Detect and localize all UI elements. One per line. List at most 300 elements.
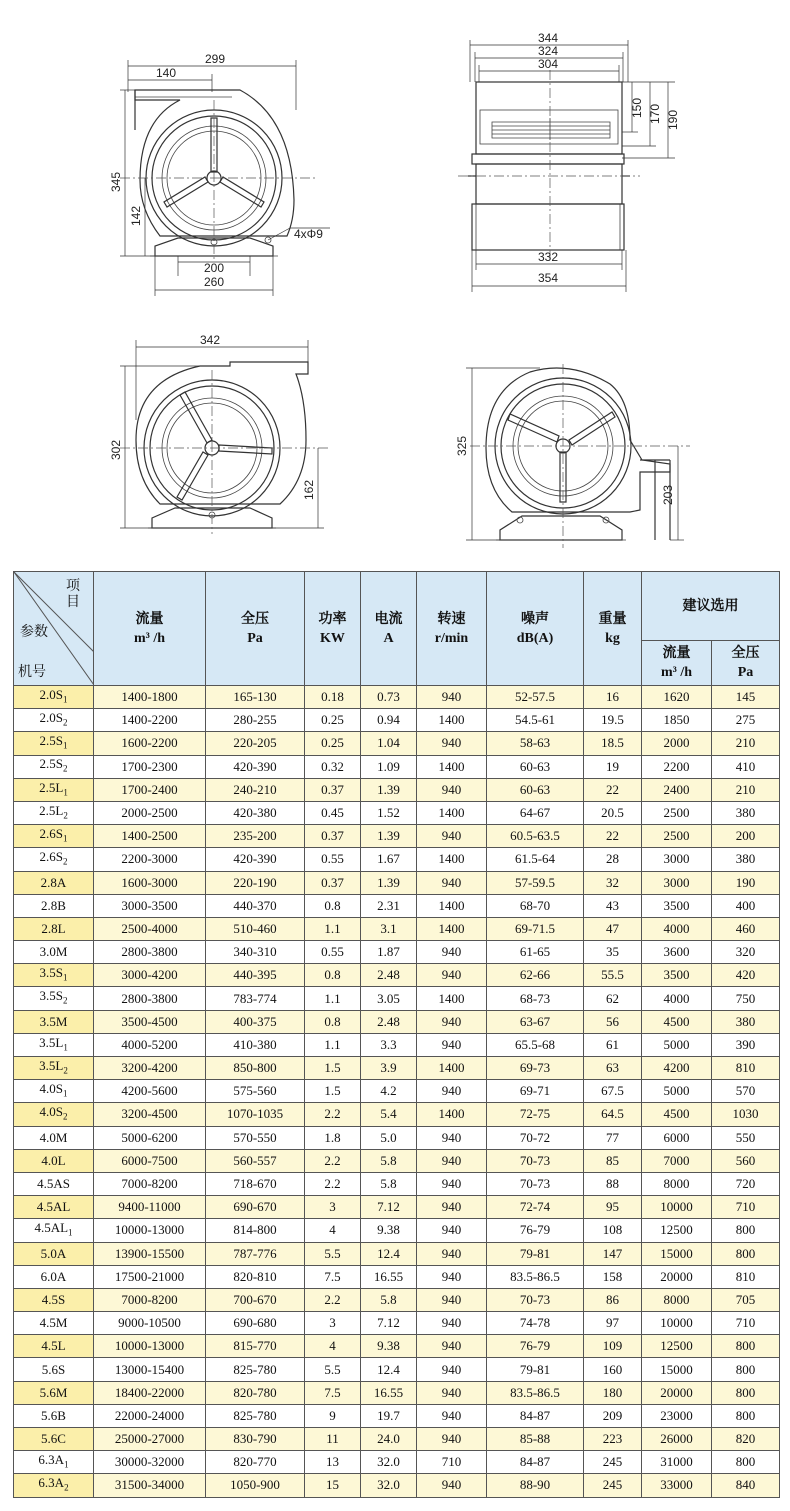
cell-flow: 3200-4500 xyxy=(94,1103,206,1126)
dim-center-height: 203 xyxy=(661,484,675,506)
cell-current: 3.05 xyxy=(361,987,417,1010)
cell-rec-flow: 15000 xyxy=(642,1242,712,1265)
cell-rec-pressure: 145 xyxy=(712,686,780,709)
cell-weight: 109 xyxy=(584,1335,642,1358)
cell-rec-pressure: 200 xyxy=(712,825,780,848)
cell-rec-pressure: 550 xyxy=(712,1126,780,1149)
cell-speed: 1400 xyxy=(417,848,487,871)
cell-flow: 17500-21000 xyxy=(94,1265,206,1288)
cell-weight: 85 xyxy=(584,1149,642,1172)
cell-model: $2.0S_2$ xyxy=(14,709,94,732)
cell-flow: 25000-27000 xyxy=(94,1428,206,1451)
cell-rec-flow: 5000 xyxy=(642,1033,712,1056)
cell-power: 0.8 xyxy=(305,1010,361,1033)
cell-current: 1.09 xyxy=(361,755,417,778)
table-row xyxy=(14,1219,780,1242)
side-view-drawing xyxy=(458,31,680,292)
cell-power: 1.1 xyxy=(305,987,361,1010)
col-pressure: 全压 Pa xyxy=(206,572,305,686)
cell-current: 9.38 xyxy=(361,1335,417,1358)
dim-width-outlet: 140 xyxy=(156,66,177,80)
cell-flow: 1600-3000 xyxy=(94,871,206,894)
cell-noise: 76-79 xyxy=(487,1335,584,1358)
cell-rec-pressure: 800 xyxy=(712,1358,780,1381)
cell-rec-pressure: 1030 xyxy=(712,1103,780,1126)
cell-rec-flow: 10000 xyxy=(642,1196,712,1219)
cell-pressure: 718-670 xyxy=(206,1172,305,1195)
cell-pressure: 340-310 xyxy=(206,941,305,964)
cell-weight: 63 xyxy=(584,1057,642,1080)
cell-current: 16.55 xyxy=(361,1381,417,1404)
cell-flow: 3200-4200 xyxy=(94,1057,206,1080)
cell-pressure: 787-776 xyxy=(206,1242,305,1265)
cell-speed: 1400 xyxy=(417,755,487,778)
cell-noise: 69-71 xyxy=(487,1080,584,1103)
dim-base-inner: 332 xyxy=(538,250,559,264)
cell-flow: 3000-3500 xyxy=(94,894,206,917)
cell-noise: 68-73 xyxy=(487,987,584,1010)
cell-speed: 940 xyxy=(417,778,487,801)
col-power: 功率 KW xyxy=(305,572,361,686)
cell-flow: 7000-8200 xyxy=(94,1288,206,1311)
cell-power: 5.5 xyxy=(305,1242,361,1265)
cell-speed: 940 xyxy=(417,1404,487,1427)
cell-pressure: 420-390 xyxy=(206,848,305,871)
cell-noise: 65.5-68 xyxy=(487,1033,584,1056)
cell-model: $3.5S_1$ xyxy=(14,964,94,987)
table-row xyxy=(14,778,780,801)
cell-weight: 77 xyxy=(584,1126,642,1149)
cell-speed: 940 xyxy=(417,871,487,894)
cell-model: 4.0L xyxy=(14,1149,94,1172)
cell-speed: 710 xyxy=(417,1451,487,1474)
cell-rec-flow: 6000 xyxy=(642,1126,712,1149)
cell-rec-pressure: 410 xyxy=(712,755,780,778)
table-row xyxy=(14,1010,780,1033)
cell-flow: 2500-4000 xyxy=(94,917,206,940)
cell-current: 5.4 xyxy=(361,1103,417,1126)
cell-noise: 61.5-64 xyxy=(487,848,584,871)
table-row xyxy=(14,1335,780,1358)
cell-pressure: 820-810 xyxy=(206,1265,305,1288)
cell-power: 0.55 xyxy=(305,848,361,871)
table-header xyxy=(14,572,780,686)
cell-noise: 70-73 xyxy=(487,1149,584,1172)
cell-noise: 79-81 xyxy=(487,1242,584,1265)
cell-model: $2.5S_1$ xyxy=(14,732,94,755)
cell-rec-pressure: 710 xyxy=(712,1196,780,1219)
cell-flow: 22000-24000 xyxy=(94,1404,206,1427)
cell-power: 1.1 xyxy=(305,1033,361,1056)
dim-bolt-spacing: 200 xyxy=(204,261,225,275)
cell-noise: 70-73 xyxy=(487,1288,584,1311)
cell-rec-flow: 4200 xyxy=(642,1057,712,1080)
cell-model: $6.3A_2$ xyxy=(14,1474,94,1497)
cell-weight: 180 xyxy=(584,1381,642,1404)
cell-weight: 47 xyxy=(584,917,642,940)
cell-noise: 88-90 xyxy=(487,1474,584,1497)
cell-power: 1.8 xyxy=(305,1126,361,1149)
cell-pressure: 560-557 xyxy=(206,1149,305,1172)
cell-rec-pressure: 720 xyxy=(712,1172,780,1195)
cell-model: $3.5L_2$ xyxy=(14,1057,94,1080)
cell-current: 9.38 xyxy=(361,1219,417,1242)
cell-model: 5.6C xyxy=(14,1428,94,1451)
cell-flow: 18400-22000 xyxy=(94,1381,206,1404)
cell-pressure: 1070-1035 xyxy=(206,1103,305,1126)
cell-power: 4 xyxy=(305,1335,361,1358)
cell-current: 7.12 xyxy=(361,1196,417,1219)
table-row xyxy=(14,1033,780,1056)
cell-rec-pressure: 710 xyxy=(712,1312,780,1335)
cell-rec-pressure: 380 xyxy=(712,1010,780,1033)
cell-rec-pressure: 460 xyxy=(712,917,780,940)
cell-current: 16.55 xyxy=(361,1265,417,1288)
cell-weight: 209 xyxy=(584,1404,642,1427)
cell-noise: 79-81 xyxy=(487,1358,584,1381)
cell-model: 3.0M xyxy=(14,941,94,964)
cell-rec-flow: 4500 xyxy=(642,1103,712,1126)
cell-weight: 147 xyxy=(584,1242,642,1265)
cell-rec-pressure: 800 xyxy=(712,1404,780,1427)
cell-model: $2.5L_2$ xyxy=(14,801,94,824)
cell-pressure: 700-670 xyxy=(206,1288,305,1311)
cell-noise: 69-71.5 xyxy=(487,917,584,940)
cell-current: 4.2 xyxy=(361,1080,417,1103)
cell-noise: 84-87 xyxy=(487,1451,584,1474)
cell-rec-pressure: 840 xyxy=(712,1474,780,1497)
cell-model: $3.5L_1$ xyxy=(14,1033,94,1056)
dim-h1: 150 xyxy=(630,97,644,119)
cell-rec-flow: 7000 xyxy=(642,1149,712,1172)
table-row xyxy=(14,1428,780,1451)
cell-speed: 940 xyxy=(417,1312,487,1335)
cell-weight: 18.5 xyxy=(584,732,642,755)
cell-power: 1.1 xyxy=(305,917,361,940)
cell-speed: 1400 xyxy=(417,917,487,940)
cell-power: 11 xyxy=(305,1428,361,1451)
cell-speed: 940 xyxy=(417,1172,487,1195)
cell-speed: 1400 xyxy=(417,801,487,824)
table-row xyxy=(14,1358,780,1381)
cell-rec-pressure: 420 xyxy=(712,964,780,987)
cell-weight: 55.5 xyxy=(584,964,642,987)
cell-speed: 1400 xyxy=(417,709,487,732)
cell-noise: 85-88 xyxy=(487,1428,584,1451)
cell-current: 1.39 xyxy=(361,778,417,801)
cell-rec-flow: 8000 xyxy=(642,1172,712,1195)
cell-model: 3.5M xyxy=(14,1010,94,1033)
cell-weight: 64.5 xyxy=(584,1103,642,1126)
cell-weight: 16 xyxy=(584,686,642,709)
cell-noise: 60-63 xyxy=(487,755,584,778)
cell-weight: 67.5 xyxy=(584,1080,642,1103)
cell-power: 0.37 xyxy=(305,871,361,894)
cell-speed: 940 xyxy=(417,1428,487,1451)
cell-rec-pressure: 570 xyxy=(712,1080,780,1103)
cell-rec-flow: 26000 xyxy=(642,1428,712,1451)
cell-flow: 7000-8200 xyxy=(94,1172,206,1195)
table-row xyxy=(14,1265,780,1288)
cell-model: $2.5L_1$ xyxy=(14,778,94,801)
cell-rec-pressure: 210 xyxy=(712,778,780,801)
cell-rec-flow: 4000 xyxy=(642,987,712,1010)
cell-flow: 10000-13000 xyxy=(94,1335,206,1358)
cell-rec-flow: 12500 xyxy=(642,1335,712,1358)
cell-power: 2.2 xyxy=(305,1149,361,1172)
dim-height: 302 xyxy=(109,439,123,461)
cell-rec-pressure: 800 xyxy=(712,1242,780,1265)
dim-w2: 324 xyxy=(538,44,559,58)
cell-rec-pressure: 390 xyxy=(712,1033,780,1056)
cell-noise: 54.5-61 xyxy=(487,709,584,732)
cell-model: $3.5S_2$ xyxy=(14,987,94,1010)
cell-rec-flow: 1620 xyxy=(642,686,712,709)
cell-rec-pressure: 380 xyxy=(712,801,780,824)
cell-pressure: 420-390 xyxy=(206,755,305,778)
cell-model: 2.8B xyxy=(14,894,94,917)
cell-flow: 1400-2200 xyxy=(94,709,206,732)
table-row xyxy=(14,1474,780,1497)
cell-rec-flow: 33000 xyxy=(642,1474,712,1497)
cell-pressure: 570-550 xyxy=(206,1126,305,1149)
cell-rec-pressure: 800 xyxy=(712,1381,780,1404)
cell-noise: 76-79 xyxy=(487,1219,584,1242)
table-row xyxy=(14,917,780,940)
cell-speed: 940 xyxy=(417,1196,487,1219)
dim-width: 342 xyxy=(200,333,221,347)
cell-rec-pressure: 320 xyxy=(712,941,780,964)
table-row xyxy=(14,686,780,709)
cell-model: $6.3A_1$ xyxy=(14,1451,94,1474)
cell-rec-flow: 12500 xyxy=(642,1219,712,1242)
dim-width-overall: 299 xyxy=(205,52,226,66)
technical-drawings xyxy=(0,0,790,560)
cell-pressure: 820-780 xyxy=(206,1381,305,1404)
cell-rec-flow: 15000 xyxy=(642,1358,712,1381)
cell-pressure: 830-790 xyxy=(206,1428,305,1451)
cell-rec-flow: 20000 xyxy=(642,1265,712,1288)
cell-rec-flow: 3600 xyxy=(642,941,712,964)
cell-rec-pressure: 190 xyxy=(712,871,780,894)
front-view-variant-drawing xyxy=(109,333,330,534)
cell-rec-flow: 20000 xyxy=(642,1381,712,1404)
cell-model: 4.5AL xyxy=(14,1196,94,1219)
table-row xyxy=(14,1451,780,1474)
cell-flow: 10000-13000 xyxy=(94,1219,206,1242)
cell-current: 1.67 xyxy=(361,848,417,871)
cell-rec-pressure: 750 xyxy=(712,987,780,1010)
cell-rec-flow: 23000 xyxy=(642,1404,712,1427)
table-row xyxy=(14,801,780,824)
cell-noise: 57-59.5 xyxy=(487,871,584,894)
cell-rec-flow: 3000 xyxy=(642,848,712,871)
cell-pressure: 820-770 xyxy=(206,1451,305,1474)
cell-flow: 3000-4200 xyxy=(94,964,206,987)
cell-current: 32.0 xyxy=(361,1474,417,1497)
cell-noise: 60-63 xyxy=(487,778,584,801)
table-row xyxy=(14,1103,780,1126)
cell-speed: 940 xyxy=(417,1219,487,1242)
cell-pressure: 420-380 xyxy=(206,801,305,824)
cell-noise: 61-65 xyxy=(487,941,584,964)
cell-pressure: 280-255 xyxy=(206,709,305,732)
cell-power: 0.8 xyxy=(305,894,361,917)
cell-speed: 940 xyxy=(417,964,487,987)
cell-speed: 1400 xyxy=(417,894,487,917)
cell-noise: 68-70 xyxy=(487,894,584,917)
cell-current: 5.8 xyxy=(361,1288,417,1311)
cell-current: 5.8 xyxy=(361,1149,417,1172)
cell-flow: 4000-5200 xyxy=(94,1033,206,1056)
table-row xyxy=(14,987,780,1010)
cell-speed: 1400 xyxy=(417,1057,487,1080)
cell-model: 4.5AS xyxy=(14,1172,94,1195)
dim-w3: 304 xyxy=(538,57,559,71)
dim-center-height: 142 xyxy=(129,205,143,227)
cell-rec-pressure: 275 xyxy=(712,709,780,732)
cell-speed: 940 xyxy=(417,1381,487,1404)
cell-power: 5.5 xyxy=(305,1358,361,1381)
table-row xyxy=(14,1404,780,1427)
cell-noise: 63-67 xyxy=(487,1010,584,1033)
cell-weight: 158 xyxy=(584,1265,642,1288)
cell-current: 24.0 xyxy=(361,1428,417,1451)
cell-current: 12.4 xyxy=(361,1358,417,1381)
cell-noise: 70-72 xyxy=(487,1126,584,1149)
cell-flow: 30000-32000 xyxy=(94,1451,206,1474)
cell-power: 9 xyxy=(305,1404,361,1427)
cell-weight: 160 xyxy=(584,1358,642,1381)
cell-pressure: 575-560 xyxy=(206,1080,305,1103)
cell-power: 2.2 xyxy=(305,1172,361,1195)
cell-model: 2.8A xyxy=(14,871,94,894)
cell-power: 7.5 xyxy=(305,1381,361,1404)
cell-rec-flow: 1850 xyxy=(642,709,712,732)
table-row xyxy=(14,732,780,755)
cell-flow: 1400-1800 xyxy=(94,686,206,709)
cell-flow: 1600-2200 xyxy=(94,732,206,755)
cell-model: 5.6M xyxy=(14,1381,94,1404)
cell-power: 1.5 xyxy=(305,1057,361,1080)
cell-weight: 28 xyxy=(584,848,642,871)
cell-pressure: 690-670 xyxy=(206,1196,305,1219)
cell-speed: 940 xyxy=(417,825,487,848)
cell-flow: 9400-11000 xyxy=(94,1196,206,1219)
cell-current: 2.48 xyxy=(361,964,417,987)
corner-item-label: 项目 xyxy=(66,578,80,610)
cell-model: 6.0A xyxy=(14,1265,94,1288)
cell-weight: 35 xyxy=(584,941,642,964)
cell-rec-pressure: 210 xyxy=(712,732,780,755)
cell-power: 4 xyxy=(305,1219,361,1242)
cell-power: 0.45 xyxy=(305,801,361,824)
cell-power: 0.32 xyxy=(305,755,361,778)
cell-pressure: 440-370 xyxy=(206,894,305,917)
cell-model: 5.6B xyxy=(14,1404,94,1427)
cell-current: 3.9 xyxy=(361,1057,417,1080)
cell-weight: 108 xyxy=(584,1219,642,1242)
cell-pressure: 165-130 xyxy=(206,686,305,709)
cell-current: 19.7 xyxy=(361,1404,417,1427)
cell-rec-flow: 5000 xyxy=(642,1080,712,1103)
cell-model: 4.0M xyxy=(14,1126,94,1149)
col-flow: 流量 m³ /h xyxy=(94,572,206,686)
cell-model: 2.8L xyxy=(14,917,94,940)
table-row xyxy=(14,1057,780,1080)
mirrored-front-view-drawing xyxy=(455,364,690,548)
cell-pressure: 815-770 xyxy=(206,1335,305,1358)
table-row xyxy=(14,848,780,871)
cell-model: $4.0S_2$ xyxy=(14,1103,94,1126)
front-view-drawing xyxy=(109,52,330,296)
corner-param-label: 参数 xyxy=(20,624,48,640)
table-row xyxy=(14,871,780,894)
cell-pressure: 410-380 xyxy=(206,1033,305,1056)
cell-pressure: 440-395 xyxy=(206,964,305,987)
cell-speed: 940 xyxy=(417,1288,487,1311)
cell-rec-flow: 3500 xyxy=(642,964,712,987)
cell-current: 2.48 xyxy=(361,1010,417,1033)
cell-power: 2.2 xyxy=(305,1103,361,1126)
cell-weight: 97 xyxy=(584,1312,642,1335)
cell-weight: 86 xyxy=(584,1288,642,1311)
cell-rec-pressure: 800 xyxy=(712,1219,780,1242)
cell-model: 5.0A xyxy=(14,1242,94,1265)
cell-model: 4.5M xyxy=(14,1312,94,1335)
cell-flow: 1700-2300 xyxy=(94,755,206,778)
cell-speed: 940 xyxy=(417,1033,487,1056)
table-row xyxy=(14,1381,780,1404)
cell-power: 0.37 xyxy=(305,825,361,848)
cell-rec-pressure: 810 xyxy=(712,1057,780,1080)
cell-power: 0.55 xyxy=(305,941,361,964)
cell-pressure: 783-774 xyxy=(206,987,305,1010)
cell-current: 5.0 xyxy=(361,1126,417,1149)
cell-flow: 1700-2400 xyxy=(94,778,206,801)
cell-pressure: 825-780 xyxy=(206,1404,305,1427)
cell-rec-flow: 2500 xyxy=(642,825,712,848)
cell-current: 32.0 xyxy=(361,1451,417,1474)
table-row xyxy=(14,941,780,964)
cell-rec-flow: 2500 xyxy=(642,801,712,824)
fan-spec-table xyxy=(13,571,780,1498)
dim-h3: 190 xyxy=(666,109,680,131)
cell-pressure: 690-680 xyxy=(206,1312,305,1335)
dim-w1: 344 xyxy=(538,31,559,45)
cell-power: 3 xyxy=(305,1312,361,1335)
cell-power: 7.5 xyxy=(305,1265,361,1288)
col-speed: 转速 r/min xyxy=(417,572,487,686)
cell-pressure: 220-205 xyxy=(206,732,305,755)
cell-weight: 62 xyxy=(584,987,642,1010)
cell-noise: 83.5-86.5 xyxy=(487,1265,584,1288)
table-row xyxy=(14,1312,780,1335)
cell-power: 13 xyxy=(305,1451,361,1474)
cell-rec-pressure: 400 xyxy=(712,894,780,917)
cell-speed: 940 xyxy=(417,1358,487,1381)
cell-noise: 84-87 xyxy=(487,1404,584,1427)
cell-flow: 31500-34000 xyxy=(94,1474,206,1497)
cell-power: 0.18 xyxy=(305,686,361,709)
table-row xyxy=(14,1196,780,1219)
cell-pressure: 825-780 xyxy=(206,1358,305,1381)
cell-model: 4.5S xyxy=(14,1288,94,1311)
table-row xyxy=(14,1080,780,1103)
cell-noise: 60.5-63.5 xyxy=(487,825,584,848)
cell-weight: 245 xyxy=(584,1451,642,1474)
cell-rec-pressure: 820 xyxy=(712,1428,780,1451)
